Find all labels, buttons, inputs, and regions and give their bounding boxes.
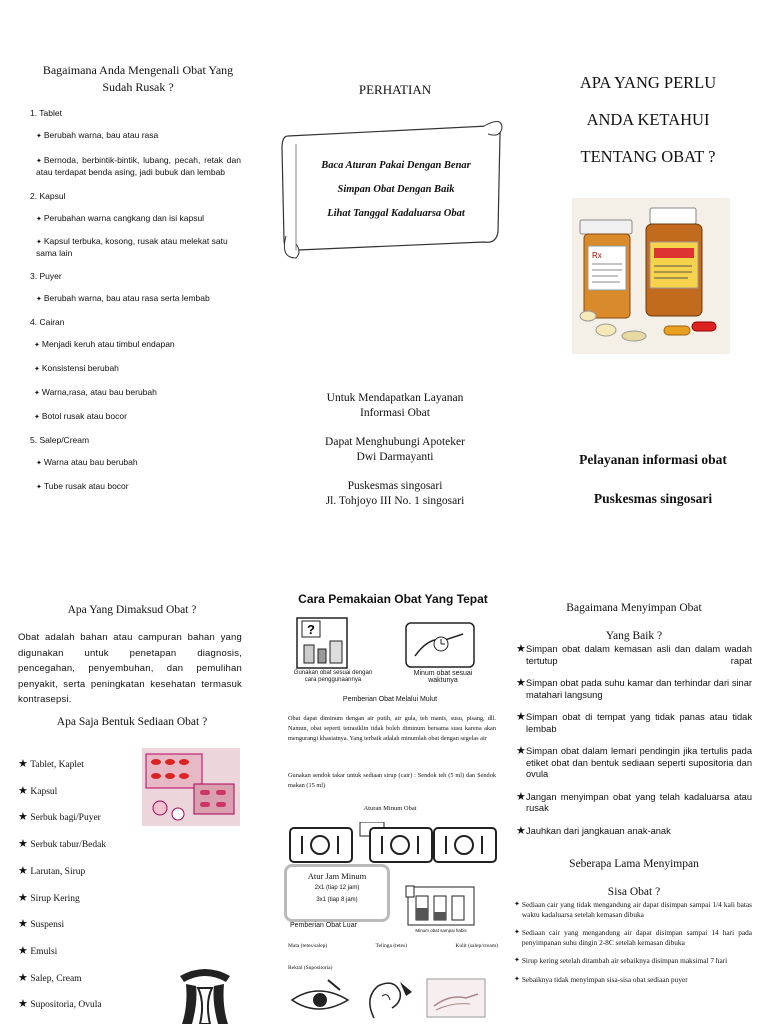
list-item: ★ Jauhkan dari jangkauan anak-anak [516,824,671,837]
eye-icon [288,978,354,1022]
list-item: ✦ Berubah warna, bau atau rasa [36,130,159,140]
list-item: ✦ Tube rusak atau bocor [36,481,129,491]
star-bullet-icon: ★ [18,918,28,931]
medicine-bottles-image [572,198,730,354]
skin-cream-illustration [426,978,486,1018]
diamond-bullet-icon: ✦ [34,342,40,349]
diamond-bullet-icon: ✦ [36,216,42,223]
list-item: ✦ Sirup kering setelah ditambah air sebaiknya disimpan maksimal 7 hari [514,956,728,965]
list-item: ★ Tablet, Kaplet [18,758,84,770]
contact-line: Dapat Menghubungi Apoteker [325,436,465,448]
list-item: ★ Suspensi [18,918,65,931]
jam-title: Atur Jam Minum [307,871,367,881]
list-item: ✦ Sediaan cair yang tidak mengandung air dapat disimpan sampai 1/4 kali batas waktu kadaluarsa setelah kemasan dibuka [514,900,752,919]
forms-title: Apa Saja Bentuk Sediaan Obat ? [56,716,208,728]
list-item: ★ Serbuk tabur/Bedak [18,838,107,851]
diamond-bullet-icon: ✦ [36,460,42,467]
jam-minum-box [284,864,390,922]
meal-timing-illustration [288,822,498,866]
bottles-habis-illustration [406,886,476,926]
list-item: ✦ Warna,rasa, atau bau berubah [34,387,157,397]
list-item: ✦ Perubahan warna cangkang dan isi kapsul [36,213,205,223]
star-bullet-icon: ★ [18,811,28,824]
list-item: ★ Simpan obat dalam kemasan asli dan dalam wadah tertutup rapat [516,643,752,666]
cover-title [548,64,748,175]
perhatian-heading: PERHATIAN [358,82,432,97]
ornament-image [176,962,234,1024]
minum-habis-caption: Minum obat sampai habis [415,928,467,933]
drink-on-time-illustration [405,622,475,668]
forms-list [18,752,148,1019]
list-item: ★ Supositoria, Ovula [18,998,102,1011]
definition-text: Obat adalah bahan atau campuran bahan yang digunakan untuk penetapan diagnosis, pencegahan, penyembuhan, dan pemulihan penyakit, serta peningkatan kesehatan termasuk kontrasepsi. [18,632,242,705]
luar-item: Mata (tetes/salep) [288,943,328,949]
question-medicine-icon [296,617,348,669]
ear-icon [360,978,418,1022]
luar-list [288,943,498,949]
cover-title-line: ANDA KETAHUI [586,110,710,129]
contact-line: Puskesmas singosari [347,480,443,492]
hand-cream-icon [426,978,486,1018]
panel1-title: Bagaimana Anda Mengenali Obat Yang Sudah Rusak ? [42,63,234,94]
cover-title-line: APA YANG PERLU [579,73,717,92]
star-bullet-icon: ★ [516,745,526,757]
question-medicine-illustration [296,617,348,669]
bottle-small [404,884,416,898]
star-bullet-icon: ★ [516,790,526,803]
list-item: ★ Emulsi [18,944,58,957]
diamond-bullet-icon: ✦ [36,296,42,303]
list-item: ✦ Bernoda, berbintik-bintik, lubang, pecah, retak dan atau terdapat benda asing, jadi bubuk dan lembab [36,155,241,177]
storage-list [516,644,752,837]
leftover-list [514,900,752,984]
star-bullet-icon: ★ [18,971,28,984]
leftover-title-line: Sisa Obat ? [607,886,661,898]
diamond-bullet-icon: ✦ [34,390,40,397]
diamond-bullet-icon: ✦ [514,956,520,964]
star-bullet-icon: ★ [516,677,526,689]
watch-hand-icon [405,622,475,668]
contact-block [290,391,500,509]
list-item: ★ Kapsul [18,784,58,797]
pills-icon [142,748,240,826]
scroll-line: Lihat Tanggal Kadaluarsa Obat [327,208,465,219]
diamond-bullet-icon: ✦ [514,974,520,983]
oral-section-title: Pemberian Obat Melalui Mulut [342,696,438,703]
bottle-icon [404,884,416,898]
leftover-title-line: Seberapa Lama Menyimpan [569,858,699,870]
list-item: ✦ Sediaan cair yang mengandung air dapat disimpan sampai 14 hari pada penyimpanan suhu dingin 2-8C setelah kemasan dibuka [514,928,752,947]
jam-line: 3x1 (tiap 8 jam) [316,897,358,903]
diamond-bullet-icon: ✦ [36,133,42,140]
list-item: ★ Salep, Cream [18,971,82,984]
rektal-label: Rektal (Supositoria) [288,965,333,971]
diamond-bullet-icon: ✦ [34,366,40,373]
diamond-bullet-icon: ✦ [36,158,42,165]
star-bullet-icon: ★ [516,711,526,723]
section-tablet [30,108,245,178]
leftover-title [520,850,748,906]
ear-drops-illustration [360,978,418,1022]
aturan-minum-title: Aturan Minum Obat [363,805,417,812]
diamond-bullet-icon: ✦ [514,928,520,936]
list-item: ★ Jangan menyimpan obat yang telah kadaluarsa atau rusak [516,790,752,813]
bottle-icon [406,886,476,926]
list-item: ★ Serbuk bagi/Puyer [18,811,101,824]
section-head: 3. Puyer [30,271,62,281]
pill-bottle-icon [572,198,730,354]
definition-title: Apa Yang Dimaksud Obat ? [67,604,197,616]
contact-line: Informasi Obat [360,407,430,419]
star-bullet-icon: ★ [18,944,28,957]
ornament-icon [176,962,234,1024]
star-bullet-icon: ★ [18,864,28,877]
service-place: Puskesmas singosari [593,491,713,506]
diamond-bullet-icon: ✦ [34,414,40,421]
section-head: 5. Salep/Cream [30,435,90,445]
scroll-line: Baca Aturan Pakai Dengan Benar [321,160,471,171]
caption-left: Gunakan obat sesuai dengan cara penggunaannya [293,670,373,683]
scroll-banner [278,112,506,264]
storage-title-line: Bagaimana Menyimpan Obat [566,602,702,614]
address: Jl. Tohjoyo III No. 1 singosari [325,495,465,507]
oral-paragraph-1: Obat dapat diminum dengan air putih, air gula, teh manis, susu, pisang, dll. Namun, obat seperti tetrasiklin tidak boleh diminum bersama susu karena akan mengurangi khasiatnya. Yang terbaik adalah minumlah obat dengan segelas air [288,715,496,742]
star-bullet-icon: ★ [516,824,526,837]
list-item: ✦ Warna atau bau berubah [36,457,138,467]
list-item: ✦ Berubah warna, bau atau rasa serta lembab [36,293,210,303]
list-item: ✦ Kapsul terbuka, kosong, rusak atau melekat satu sama lain [36,236,228,258]
list-item: ★ Simpan obat dalam lemari pendingin jika tertulis pada etiket obat dan bentuk sediaan seperti supositoria dan ovula [516,745,752,779]
star-bullet-icon: ★ [18,838,28,851]
svg-text:?: ? [307,622,315,637]
list-item: ★ Sirup Kering [18,891,80,904]
list-item: ✦ Sebaiknya tidak menyimpan sisa-sisa obat sediaan puyer [514,974,688,984]
list-item: ★ Simpan obat di tempat yang tidak panas atau tidak lembab [516,711,752,734]
diamond-bullet-icon: ✦ [36,484,42,491]
section-head: 4. Cairan [30,317,65,327]
section-head: 1. Tablet [30,108,62,118]
caption-right: Minum obat sesuai waktunya [413,670,473,684]
panel1-list [30,108,245,493]
star-bullet-icon: ★ [18,891,28,904]
star-bullet-icon: ★ [18,998,28,1011]
contact-line: Untuk Mendapatkan Layanan [326,392,464,404]
eye-drops-illustration [288,978,354,1022]
section-head: 2. Kapsul [30,191,66,201]
luar-item: Kulit (salep/cream) [455,943,498,949]
section-puyer [30,271,245,305]
service-title: Pelayanan informasi obat [579,452,727,467]
star-bullet-icon: ★ [18,784,28,797]
luar-section-title: Pemberian Obat Luar [290,922,357,929]
star-bullet-icon: ★ [516,643,526,655]
luar-item: Telinga (tetes) [375,943,408,949]
list-item: ✦ Botol rusak atau bocor [34,411,127,421]
section-cairan [30,317,245,423]
meal-plate-icon [288,822,498,866]
list-item: ★ Simpan obat pada suhu kamar dan terhindar dari sinar matahari langsung [516,677,752,700]
svg-text:Rx: Rx [592,251,602,260]
diamond-bullet-icon: ✦ [514,900,520,908]
oral-paragraph-2: Gunakan sendok takar untuk sediaan sirup (cair) : Sendok teh (5 ml) dan Sendok makan (15 ml) [288,772,496,789]
diamond-bullet-icon: ✦ [36,239,42,246]
storage-title-line: Yang Baik ? [605,630,663,642]
usage-title: Cara Pemakaian Obat Yang Tepat [298,592,488,606]
storage-title [520,594,748,650]
list-item: ★ Larutan, Sirup [18,864,86,877]
star-bullet-icon: ★ [18,758,28,770]
list-item: ✦ Menjadi keruh atau timbul endapan [34,339,175,349]
jam-line: 2x1 (tiap 12 jam) [314,885,360,891]
pharmacist-name: Dwi Darmayanti [356,451,434,463]
pills-image [142,748,240,826]
list-item: ✦ Konsistensi berubah [34,363,119,373]
scroll-line: Simpan Obat Dengan Baik [337,184,455,195]
cover-title-line: TENTANG OBAT ? [580,147,716,166]
section-kapsul [30,191,245,259]
section-salep [30,435,245,493]
